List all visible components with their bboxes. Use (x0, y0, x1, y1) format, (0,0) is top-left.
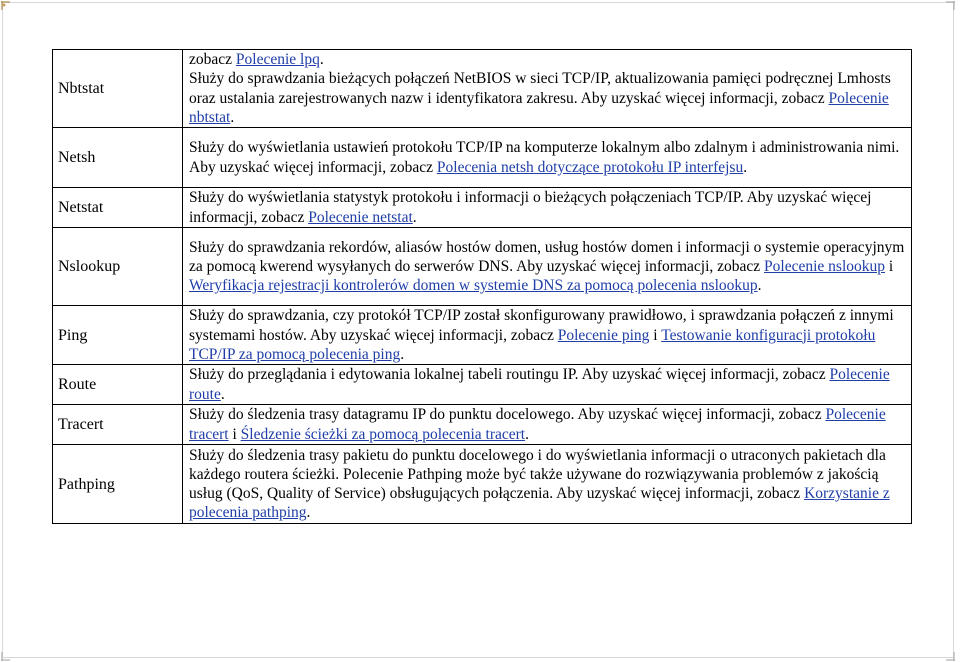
command-description: Służy do sprawdzania bieżących połączeń NetBIOS w sieci TCP/IP, aktualizowania pamięci podręcznej Lmhosts oraz ustalania zarejestrowanych nazw i identyfikatora zakresu. Aby uzyskać więcej informacji, zobacz (189, 70, 891, 107)
polecenia-netsh-link[interactable]: Polecenia netsh dotyczące protokołu IP interfejsu (436, 158, 744, 176)
command-name-cell (53, 128, 183, 188)
polecenie-netstat-link[interactable]: Polecenie netstat (308, 208, 413, 226)
command-name-cell (53, 50, 183, 128)
corner-crop-mark-icon (0, 650, 12, 662)
description-period: . (220, 385, 225, 403)
korzystanie-z-pathping-link[interactable]: Korzystanie z polecenia pathping (189, 485, 890, 522)
polecenie-ping-link[interactable]: Polecenie ping (557, 326, 650, 344)
command-name-cell (53, 445, 183, 524)
corner-crop-mark-icon (944, 650, 956, 662)
link-separator: i (649, 326, 662, 344)
command-description-cell (183, 405, 912, 445)
command-description: Służy do przeglądania i edytowania lokalnej tabeli routingu IP. Aby uzyskać więcej informacji, zobacz (189, 366, 830, 384)
command-description-cell (183, 306, 912, 365)
command-name: Tracert (58, 416, 104, 434)
commands-table (52, 49, 912, 524)
sledzenie-sciezki-link[interactable]: Śledzenie ścieżki za pomocą polecenia tracert (240, 425, 526, 443)
table-row (53, 365, 912, 405)
table-row (53, 445, 912, 524)
polecenie-lpq-link[interactable]: Polecenie lpq (235, 51, 320, 68)
link-separator: i (885, 258, 894, 276)
command-name: Nbtstat (58, 79, 105, 97)
command-name: Ping (58, 326, 88, 344)
previous-row-fragment (189, 50, 907, 69)
link-separator: i (228, 425, 241, 443)
table-row (53, 306, 912, 365)
table-row (53, 188, 912, 228)
command-description: Służy do śledzenia trasy datagramu IP do punktu docelowego. Aby uzyskać więcej informacji, zobacz (189, 406, 826, 424)
description-period: . (525, 425, 529, 443)
table-row (53, 228, 912, 306)
polecenie-route-link[interactable]: Polecenie route (189, 366, 890, 403)
table-row (53, 50, 912, 128)
testowanie-konfiguracji-link[interactable]: Testowanie konfiguracji protokołu TCP/IP za pomocą polecenia ping (189, 326, 876, 363)
command-name: Nslookup (58, 258, 121, 276)
command-name-cell (53, 306, 183, 365)
command-description-cell (183, 445, 912, 524)
description-period: . (400, 345, 405, 363)
table-row (53, 405, 912, 445)
polecenie-tracert-link[interactable]: Polecenie tracert (189, 406, 886, 443)
command-name: Route (58, 376, 97, 394)
command-name-cell (53, 365, 183, 405)
description-period: . (743, 158, 748, 176)
command-description: Służy do śledzenia trasy pakietu do punktu docelowego i do wyświetlania informacji o utraconych pakietach dla każdego routera ścieżki. Polecenie Pathping może być także używane do rozwiązywania problemów z jakością usług (QoS, Quality of Service) obsługujących połączenia. Aby uzyskać więcej informacji, zobacz (189, 446, 886, 503)
command-name-cell (53, 405, 183, 445)
command-description-cell (183, 128, 912, 188)
corner-crop-mark-icon (0, 0, 12, 12)
description-period: . (230, 108, 235, 126)
table-row (53, 128, 912, 188)
corner-crop-mark-icon (944, 0, 956, 12)
command-description-cell (183, 50, 912, 128)
polecenie-nslookup-link[interactable]: Polecenie nslookup (764, 258, 885, 276)
fragment-period: . (319, 51, 324, 68)
command-name: Netsh (58, 149, 96, 167)
description-period: . (412, 208, 417, 226)
weryfikacja-rejestracji-link[interactable]: Weryfikacja rejestracji kontrolerów domen w systemie DNS za pomocą polecenia nslookup (189, 277, 758, 295)
command-name-cell (53, 228, 183, 306)
command-description-cell (183, 188, 912, 228)
command-description: Służy do wyświetlania statystyk protokołu i informacji o bieżących połączeniach TCP/IP. Aby uzyskać więcej informacji, zobacz (189, 189, 872, 226)
fragment-text: zobacz (189, 51, 236, 68)
command-name: Pathping (58, 475, 115, 493)
command-description: Służy do sprawdzania, czy protokół TCP/IP został skonfigurowany prawidłowo, i sprawdzania połączeń z innymi systemami hostów. Aby uzyskać więcej informacji, zobacz (189, 307, 894, 344)
command-description-cell (183, 365, 912, 405)
command-description: Służy do wyświetlania ustawień protokołu TCP/IP na komputerze lokalnym albo zdalnym i administrowania nimi. Aby uzyskać więcej informacji, zobacz (189, 139, 900, 176)
command-description-cell (183, 228, 912, 306)
command-description: Służy do sprawdzania rekordów, aliasów hostów domen, usług hostów domen i informacji o systemie operacyjnym za pomocą kwerend wysyłanych do serwerów DNS. Aby uzyskać więcej informacji, zobacz (189, 238, 905, 276)
command-name-cell (53, 188, 183, 228)
description-period: . (306, 504, 311, 522)
polecenie-nbtstat-link[interactable]: Polecenie nbtstat (189, 89, 889, 126)
description-period: . (757, 277, 762, 295)
command-name: Netstat (58, 199, 104, 217)
